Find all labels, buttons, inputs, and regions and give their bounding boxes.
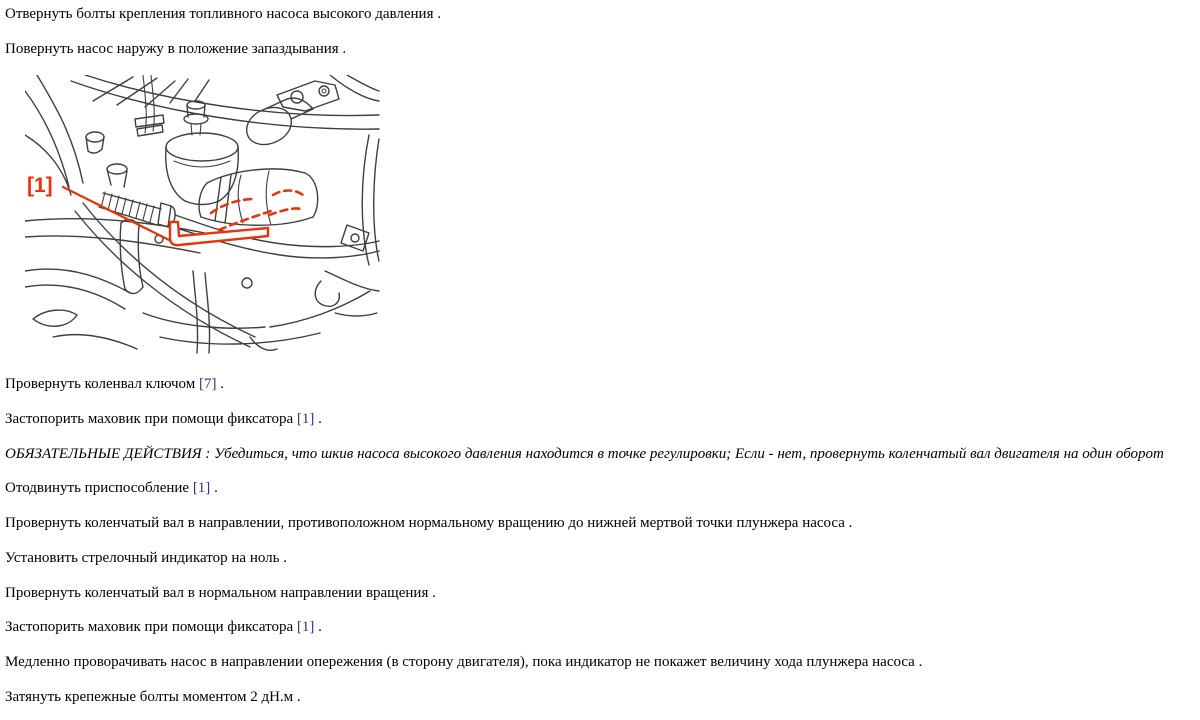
lower-left-part [33, 310, 77, 326]
canister-bottom [185, 201, 219, 205]
pipe-line [270, 291, 370, 327]
pump-rib [238, 175, 243, 223]
pump-rib [266, 171, 271, 225]
instruction-text: . [210, 480, 218, 497]
instruction-list-bottom [5, 376, 1200, 705]
pipe-line [325, 271, 379, 291]
instruction-text: Провернуть коленчатый вал в нормальном направлении вращения . [5, 584, 436, 601]
engine-line [93, 77, 133, 101]
figure-callout-label: [1] [27, 174, 53, 198]
instruction-text: Затянуть крепежные болты моментом 2 дН.м . [5, 688, 301, 705]
bracket-hole [322, 89, 326, 93]
pipe-line [143, 313, 265, 328]
instruction-text: . [314, 411, 322, 428]
pipe-line [25, 285, 125, 309]
bolt-head [242, 278, 252, 288]
tool-hidden-dash [273, 191, 303, 196]
instruction-list-top [5, 6, 1200, 58]
small-cylinder [107, 164, 127, 174]
tool-reference[interactable]: [1] [192, 480, 211, 497]
instruction-text: Медленно проворачивать насос в направлении опережения (в сторону двигателя), пока индикатор не покажет величину хода плунжера насоса . [5, 653, 923, 670]
u-bracket [120, 223, 125, 289]
hose-line [85, 75, 379, 116]
pump-end [305, 173, 318, 217]
bracket-hole [319, 86, 329, 96]
instruction-text: . [216, 376, 224, 393]
instruction-text: ОБЯЗАТЕЛЬНЫЕ ДЕЙСТВИЯ : Убедиться, что шкив насоса высокого давления находится в точке регулировки; Если - нет, провернуть коленчатый вал двигателя на один оборот [5, 445, 1164, 462]
instruction-paragraph [5, 411, 1200, 428]
instruction-paragraph [5, 376, 1200, 393]
bracket-hole [351, 234, 359, 242]
small-cylinder [107, 169, 127, 187]
rod-line [143, 75, 146, 133]
engine-bay-line-drawing [25, 75, 380, 355]
cap-base [184, 114, 208, 124]
tool-reference[interactable]: [7] [198, 376, 217, 393]
canister-shade [174, 161, 230, 167]
instruction-text: Застопорить маховик при помощи фиксатора [5, 619, 297, 636]
hose-line [362, 135, 369, 265]
instruction-text: Застопорить маховик при помощи фиксатора [5, 411, 297, 428]
instruction-text: Провернуть коленвал ключом [5, 376, 199, 393]
engine-figure [25, 75, 380, 355]
bolt-head [86, 132, 104, 142]
canister-rim [166, 133, 238, 161]
tool-hidden-dash [269, 209, 301, 216]
instruction-text: Отвернуть болты крепления топливного насоса высокого давления . [5, 6, 441, 22]
tool-reference[interactable]: [1] [296, 411, 315, 428]
instruction-paragraph [5, 446, 1200, 463]
instruction-text: Отодвинуть приспособление [5, 480, 193, 497]
instruction-paragraph [5, 480, 1200, 497]
instruction-paragraph [5, 689, 1200, 706]
bracket-hole [291, 91, 303, 103]
pipe-line [205, 273, 210, 353]
instruction-paragraph [5, 585, 1200, 602]
instruction-paragraph [5, 515, 1200, 532]
pipe-line [25, 269, 130, 293]
callout-leader-line [63, 187, 171, 241]
engine-line [195, 80, 209, 101]
instruction-paragraph [5, 619, 1200, 636]
instruction-text: Повернуть насос наружу в положение запаздывания . [5, 40, 347, 57]
instruction-paragraph [5, 550, 1200, 567]
bolt-body [86, 137, 104, 153]
u-bracket [125, 287, 143, 294]
pipe-line [53, 335, 137, 349]
instruction-paragraph [5, 41, 1200, 58]
canister-side [166, 147, 185, 201]
pump-end [199, 183, 207, 217]
hose-line [37, 75, 83, 183]
pump-body [207, 169, 305, 183]
tool-reference[interactable]: [1] [296, 619, 315, 636]
pipe-line [193, 271, 198, 353]
instruction-text: Провернуть коленчатый вал в направлении, противоположном нормальному вращению до нижней мертвой точки плунжера насоса . [5, 515, 853, 532]
pump-body [201, 217, 313, 225]
rod-line [151, 75, 154, 131]
bracket [277, 81, 339, 111]
bellows-ribs [101, 192, 154, 222]
instruction-paragraph [5, 654, 1200, 671]
instruction-text: Установить стрелочный индикатор на ноль . [5, 549, 287, 566]
instruction-text: . [314, 619, 322, 636]
pipe-line [335, 313, 377, 316]
hook [315, 281, 339, 306]
hose-line [347, 75, 379, 91]
instruction-paragraph [5, 6, 1200, 23]
